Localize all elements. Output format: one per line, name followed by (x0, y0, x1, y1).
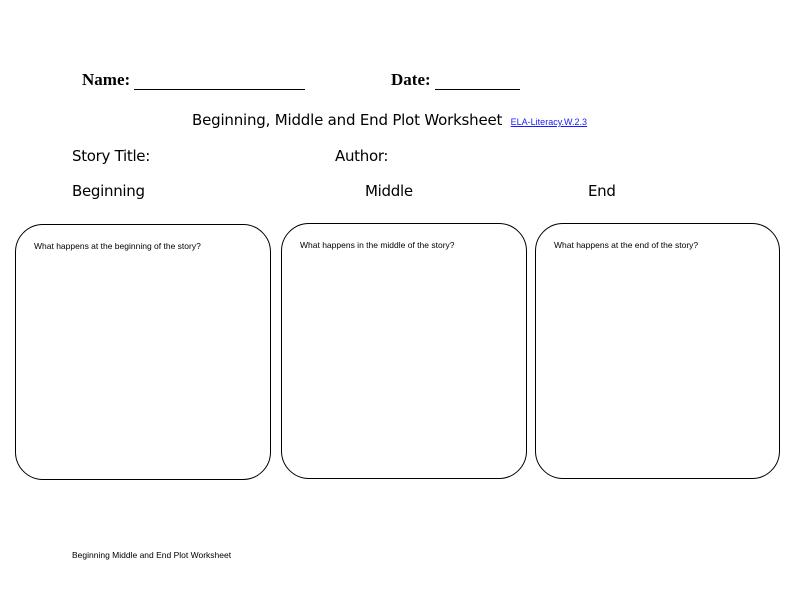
middle-prompt: What happens in the middle of the story? (300, 240, 455, 250)
end-heading: End (588, 182, 616, 200)
beginning-heading: Beginning (72, 182, 145, 200)
name-blank-line[interactable] (134, 89, 305, 90)
worksheet-title-row (192, 111, 587, 130)
story-title-label: Story Title: (72, 147, 150, 165)
date-blank-line[interactable] (435, 89, 520, 90)
worksheet-title: Beginning, Middle and End Plot Worksheet (192, 111, 503, 129)
beginning-box[interactable] (15, 224, 271, 480)
beginning-prompt: What happens at the beginning of the story? (34, 241, 201, 251)
end-prompt: What happens at the end of the story? (554, 240, 699, 250)
author-label: Author: (335, 147, 389, 165)
middle-heading: Middle (365, 182, 413, 200)
standard-link[interactable]: ELA-Literacy.W.2.3 (510, 117, 588, 127)
name-label: Name: (82, 70, 131, 89)
middle-box[interactable] (281, 223, 527, 479)
date-label: Date: (391, 70, 431, 89)
footer-text: Beginning Middle and End Plot Worksheet (72, 550, 232, 560)
end-box[interactable] (535, 223, 780, 479)
